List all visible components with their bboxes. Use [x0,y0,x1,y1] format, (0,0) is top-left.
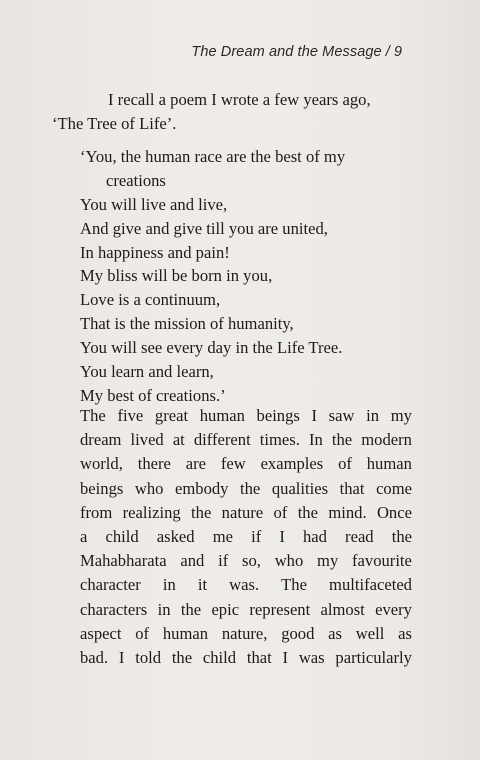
poem-line: You will live and live, [80,194,228,214]
poem-line: My bliss will be born in you, [80,266,273,286]
header-separator: / [385,44,390,60]
poem-line: Love is a continuum, [80,290,221,310]
prose-line: The five great human beings I saw in my [80,406,412,425]
chapter-title: The Dream and the Message [191,44,382,60]
poem-line: In happiness and pain! [80,242,230,262]
page-number: 9 [393,44,402,60]
intro-line: I recall a poem I wrote a few years ago, [108,90,371,109]
prose-line: from realizing the nature of the mind. Once [80,502,412,522]
poem-line: That is the mission of humanity, [80,314,294,334]
poem-line: ‘You, the human race are the best of my [80,147,346,166]
prose-line: beings who embody the qualities that come [80,478,412,498]
prose-line: character in it was. The multifaceted [80,575,412,595]
poem-line: You learn and learn, [80,362,214,382]
poem-block [80,145,412,408]
poem-line-continuation: creations [106,170,166,190]
prose-line: bad. I told the child that I was particularly [80,647,412,667]
prose-line: dream lived at different times. In the modern [80,430,412,450]
poem-line: And give and give till you are united, [80,218,328,238]
intro-paragraph [52,88,412,136]
prose-line: a child asked me if I had read the [80,526,412,546]
prose-line: characters in the epic represent almost every [80,599,412,619]
poem-line: You will see every day in the Life Tree. [80,338,343,358]
prose-line: Mahabharata and if so, who my favourite [80,551,412,571]
running-header [191,44,402,60]
prose-paragraph [80,404,412,670]
prose-line: world, there are few examples of human [80,454,412,474]
intro-line: ‘The Tree of Life’. [52,114,177,133]
prose-line: aspect of human nature, good as well as [80,623,412,643]
poem-line: My best of creations.’ [80,385,226,405]
